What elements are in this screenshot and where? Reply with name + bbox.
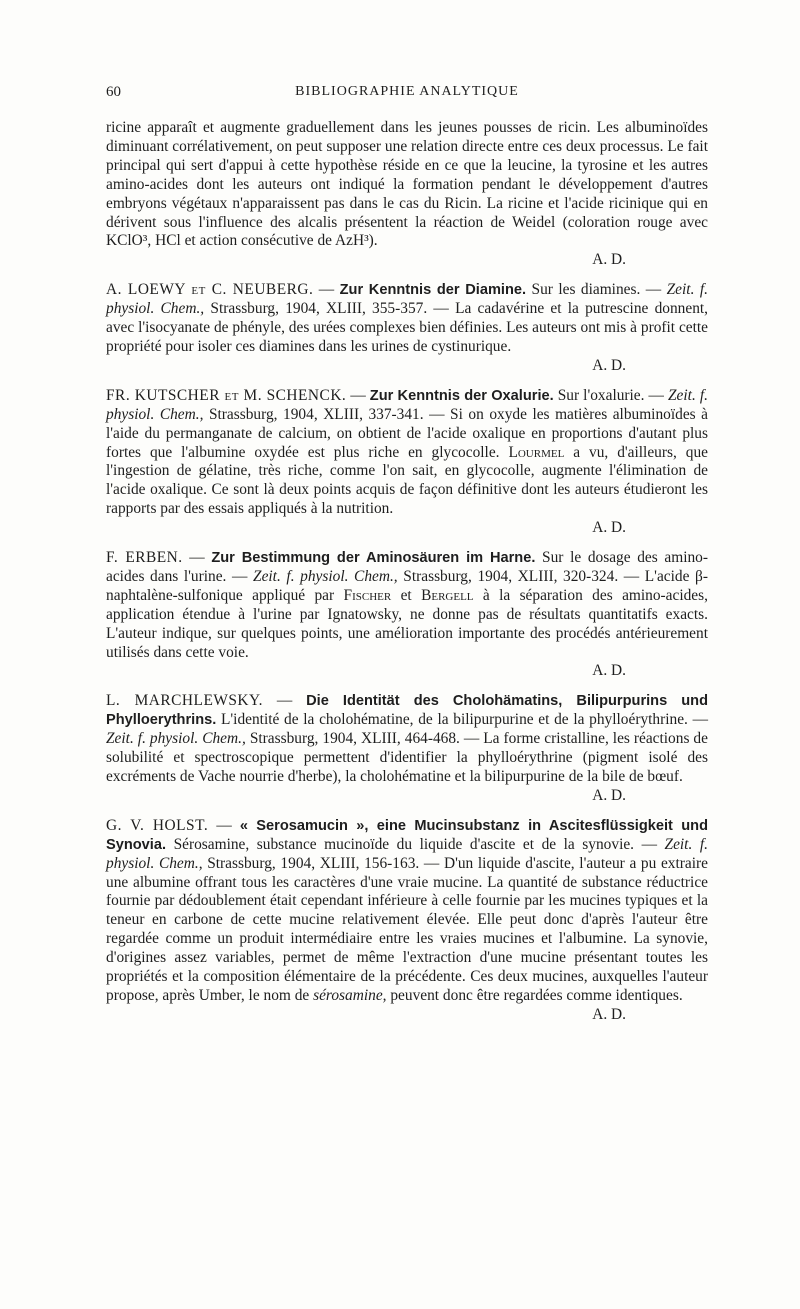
cited-author: Bergell: [421, 586, 474, 604]
entry-body-cont: peuvent donc être regardées comme identiques.: [390, 986, 683, 1004]
entry-title: Zur Bestimmung der Aminosäuren im Harne.: [211, 550, 536, 567]
entry-continuation: [106, 119, 708, 270]
entry-text: G. V. HOLST. — « Serosamucin », eine Mucinsubstanz in Ascitesflüssigkeit und Synovia. Sérosamine, substance mucinoïde du liquide d'ascite et de la synovie. — Zeit. f. physiol. Chem., Strassburg, 1904, XLIII, 156-163. — D'un liquide d'ascite, l'auteur a pu extraire une albumine offrant tous les caractères d'une vraie mucine. La quantité de substance réductrice fournie par dédoublement était cependant inférieure à celle fournie par les mucines typiques et la teneur en carbone de cette mucine relativement élevée. Elle peut donc d'après l'auteur être regardée comme un produit intermédiaire entre les vraies mucines et l'albumine. La synovie, d'origines assez variables, permet de même l'extraction d'une mucine présentant toutes les propriétés et la composition élémentaire de la précédente. Ces deux mucines, auxquelles l'auteur propose, après Umber, le nom de sérosamine, peuvent donc être regardées comme identiques.: [106, 816, 708, 1004]
entry-journal: Zeit. f. physiol. Chem.,: [106, 835, 708, 872]
entry-text: A. LOEWY et C. NEUBERG. — Zur Kenntnis der Diamine. Sur les diamines. — Zeit. f. physiol. Chem., Strassburg, 1904, XLIII, 355-357. — La cadavérine et la putrescine donnent, avec l'isocyanate de phényle, des urées complexes bien définies. Les auteurs ont mis à profit cette propriété pour isoler ces diamines dans les urines de cystinurique.: [106, 281, 709, 355]
entry-marchlewsky: [106, 692, 708, 805]
entry-authors: A. LOEWY et C. NEUBERG.: [106, 281, 314, 299]
entry-body: L'acide β-naphtalène-sulfonique appliqué par: [106, 567, 708, 604]
entry-authors: L. MARCHLEWSKY.: [106, 692, 264, 710]
entry-journal: Zeit. f. physiol. Chem.,: [106, 281, 708, 318]
entry-text: FR. KUTSCHER et M. SCHENCK. — Zur Kenntnis der Oxalurie. Sur l'oxalurie. — Zeit. f. physiol. Chem., Strassburg, 1904, XLIII, 337-341. — Si on oxyde les matières albuminoïdes à l'aide du permanganate de calcium, on obtient de l'acide oxalique en proportions d'autant plus fortes que l'albumine oxydée est plus riche en glycocolle. Lourmel a vu, d'ailleurs, que l'ingestion de gélatine, très riche, comme l'on sait, en glycocolle, augmente l'élimination de l'acide oxalique. Ce sont là deux points acquis de façon définitive dont les auteurs étudieront les rapports par des essais appliqués à la nutrition.: [106, 386, 708, 518]
entry-title: Zur Kenntnis der Oxalurie.: [369, 387, 554, 404]
entry-body: D'un liquide d'ascite, l'auteur a pu extraire une albumine offrant tous les caractères d'une vraie mucine. La quantité de substance réductrice fournie par dédoublement était cependant inférieure à celle fournie par les mucines typiques et la teneur en carbone de cette mucine relativement élevée. Elle peut donc d'après l'auteur être regardée comme un produit intermédiaire entre les vraies mucines et l'albumine. La synovie, d'origines assez variables, permet de même l'extraction d'une mucine présentant toutes les propriétés et la composition élémentaire de la précédente. Ces deux mucines, auxquelles l'auteur propose, après Umber, le nom de: [106, 854, 708, 1004]
entry-text: L. MARCHLEWSKY. — Die Identität des Cholohämatins, Bilipurpurins und Phylloerythrins. L'identité de la cholohématine, de la bilipurpurine et de la phylloérythrine. — Zeit. f. physiol. Chem., Strassburg, 1904, XLIII, 464-468. — La forme cristalline, les réactions de solubilité et spectroscopique permettent d'identifier la phylloérythrine (pigment isolé des excréments de Vache nourrie d'herbe), la cholohématine et la bilipurpurine de la bile de bœuf.: [106, 692, 709, 785]
cited-author: Lourmel: [508, 443, 565, 461]
entry-body: La cadavérine et la putrescine donnent, avec l'isocyanate de phényle, des urées complexes bien définies. Les auteurs ont mis à profit cette propriété pour isoler ces diamines dans les urines de cystinurique.: [106, 300, 709, 355]
entry-holst: [106, 817, 708, 1025]
continuation-text: [106, 119, 708, 251]
entry-term: sérosamine,: [313, 986, 387, 1004]
continuation-body: ricine apparaît et augmente graduellement dans les jeunes pousses de ricin. Les albuminoïdes diminuant corrélativement, on peut supposer une relation directe entre ces deux processus. Le fait principal qui sert d'appui à cette hypothèse réside en ce que la leucine, la tyrosine et les autres amino-acides dont les auteurs ont indiqué la formation pendant le développement d'autres embryons végétaux n'apparaissent pas dans le cas du Ricin. La ricine et l'acide ricinique qui en dérivent sous l'influence des alcalis présentent la réaction de Weidel (coloration rouge avec KClO³, HCl et action consécutive de AzH³).: [106, 119, 708, 250]
entry-title: Die Identität des Cholohämatins, Bilipurpurins und Phylloerythrins.: [106, 693, 709, 729]
entry-summary-title: Sur l'oxalurie.: [557, 386, 645, 404]
signature: A. D.: [592, 1005, 626, 1023]
entry-erben: [106, 549, 708, 681]
signature: A. D.: [592, 786, 626, 804]
page-body: [106, 119, 708, 1025]
entry-ref-detail: Strassburg, 1904, XLIII, 464-468.: [249, 730, 460, 748]
entry-summary-title: Sérosamine, substance mucinoïde du liquide d'ascite et de la synovie.: [173, 835, 635, 853]
entry-body: Si on oxyde les matières albuminoïdes à l'aide du permanganate de calcium, on obtient de l'acide oxalique en proportions d'autant plus fortes que l'albumine oxydée est plus riche en glycocolle.: [106, 405, 708, 461]
signature: A. D.: [592, 519, 626, 537]
entry-journal: Zeit. f. physiol. Chem.,: [106, 386, 708, 423]
running-title: BIBLIOGRAPHIE ANALYTIQUE: [295, 84, 519, 99]
entry-journal: Zeit. f. physiol. Chem.,: [253, 567, 398, 585]
entry-authors: F. ERBEN.: [106, 549, 183, 567]
entry-kutscher-schenck: [106, 387, 708, 538]
entry-body-cont: et: [400, 586, 412, 604]
page-header: [106, 84, 708, 106]
entry-text: F. ERBEN. — Zur Bestimmung der Aminosäuren im Harne. Sur le dosage des amino-acides dans l'urine. — Zeit. f. physiol. Chem., Strassburg, 1904, XLIII, 320-324. — L'acide β-naphtalène-sulfonique appliqué par Fischer et Bergell à la séparation des amino-acides, application étendue à l'urine par Ignatowsky, ne donne pas de résultats quantitatifs exacts. L'auteur indique, sur quelques points, une amélioration importante des procédés antérieurement utilisés dans cette voie.: [106, 549, 708, 661]
entry-summary-title: Sur le dosage des amino-acides dans l'urine.: [106, 549, 708, 585]
entry-summary-title: Sur les diamines.: [531, 281, 641, 299]
entry-body-cont: à la séparation des amino-acides, application étendue à l'urine par Ignatowsky, ne donne pas de résultats quantitatifs exacts. L'auteur indique, sur quelques points, une amélioration importante des procédés antérieurement utilisés dans cette voie.: [106, 586, 708, 661]
entry-authors: G. V. HOLST.: [106, 816, 209, 834]
entry-ref-detail: Strassburg, 1904, XLIII, 337-341.: [208, 405, 424, 423]
entry-body-cont: a vu, d'ailleurs, que l'ingestion de gélatine, très riche, comme l'on sait, en glycocolle, augmente l'élimination de l'acide oxalique. Ce sont là deux points acquis de façon définitive dont les auteurs étudieront les rapports par des essais appliqués à la nutrition.: [106, 443, 708, 518]
entry-title: Zur Kenntnis der Diamine.: [339, 282, 527, 299]
signature: A. D.: [592, 356, 626, 374]
entry-summary-title: L'identité de la cholohématine, de la bilipurpurine et de la phylloérythrine.: [221, 711, 688, 729]
entry-ref-detail: Strassburg, 1904, XLIII, 320-324.: [403, 567, 619, 585]
entry-title: « Serosamucin », eine Mucinsubstanz in Ascitesflüssigkeit und Synovia.: [106, 817, 708, 853]
entry-loewy-neuberg: [106, 281, 708, 376]
signature: A. D.: [592, 251, 626, 269]
page-number: 60: [106, 84, 121, 100]
entry-body: La forme cristalline, les réactions de solubilité et spectroscopique permettent d'identifier la phylloérythrine (pigment isolé des excréments de Vache nourrie d'herbe), la cholohématine et la bilipurpurine de la bile de bœuf.: [106, 730, 708, 785]
entry-authors: FR. KUTSCHER et M. SCHENCK.: [106, 386, 347, 404]
signature: A. D.: [592, 662, 626, 680]
entry-ref-detail: Strassburg, 1904, XLIII, 355-357.: [210, 300, 428, 318]
entry-journal: Zeit. f. physiol. Chem.,: [106, 730, 246, 748]
cited-author: Fischer: [343, 586, 392, 604]
entry-ref-detail: Strassburg, 1904, XLIII, 156-163.: [207, 854, 420, 872]
